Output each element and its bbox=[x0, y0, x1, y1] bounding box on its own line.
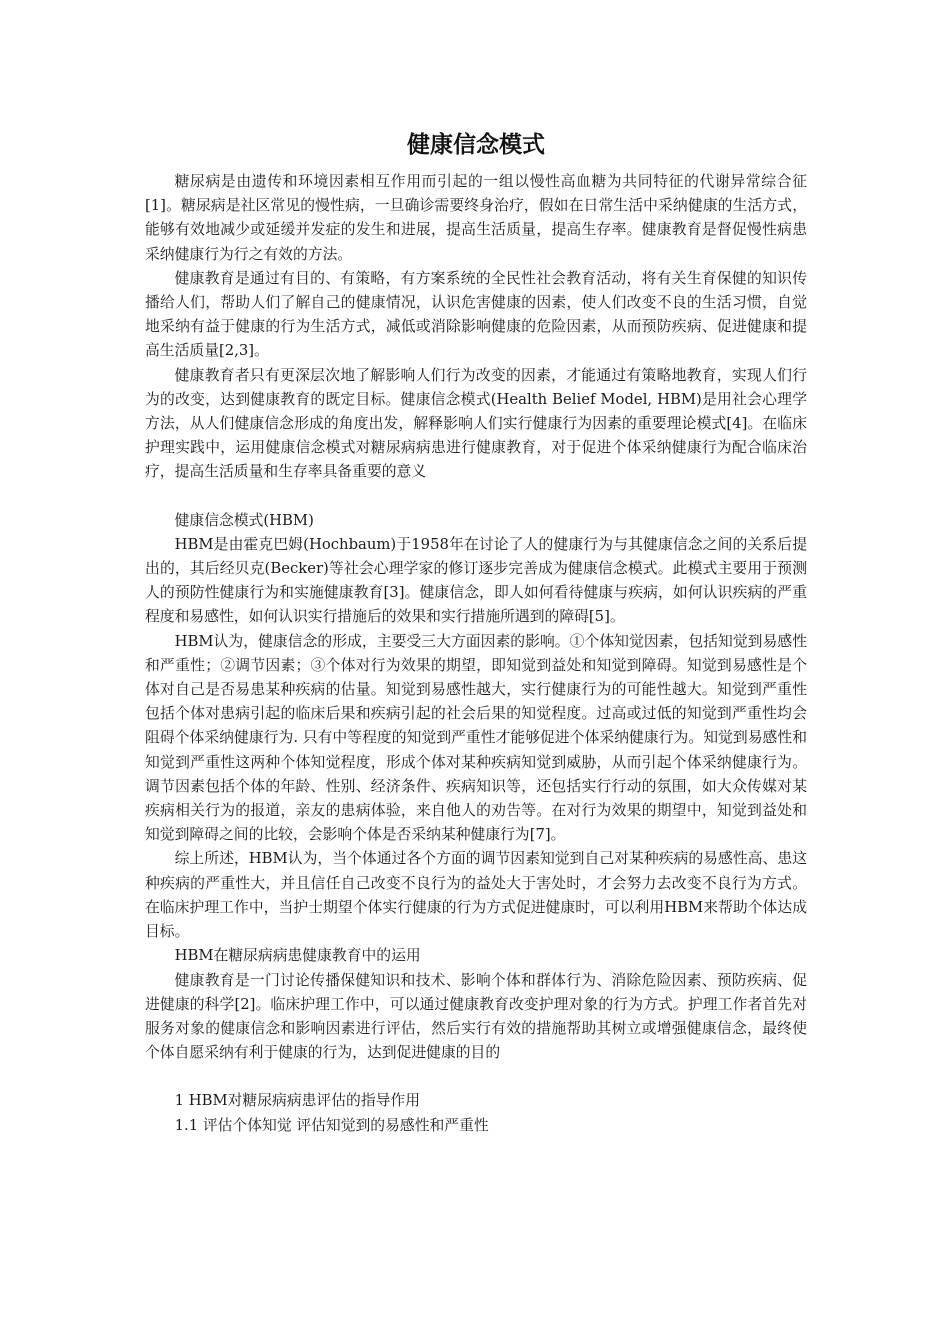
paragraph-application: 健康教育是一门讨论传播保健知识和技术、影响个体和群体行为、消除危险因素、预防疾病、促进健康的科学[2]。临床护理工作中，可以通过健康教育改变护理对象的行为方式。护理工作者首先对服务对象的健康信念和影响因素进行评估，然后实行有效的措施帮助其树立或增强健康信念，最终使个体自愿采纳有利于健康的行为，达到促进健康的目的 bbox=[145, 971, 807, 1062]
paragraph-intro: 糖尿病是由遗传和环境因素相互作用而引起的一组以慢性高血糖为共同特征的代谢异常综合征[1]。糖尿病是社区常见的慢性病，一旦确诊需要终身治疗，假如在日常生活中采纳健康的生活方式，能够有效地减少或延缓并发症的发生和进展，提高生活质量，提高生存率。健康教育是督促慢性病患采纳健康行为行之有效的方法。 bbox=[145, 173, 807, 263]
paragraph-hbm-intro: 健康教育者只有更深层次地了解影响人们行为改变的因素，才能通过有策略地教育，实现人们行为的改变，达到健康教育的既定目标。健康信念模式(Health Belief Model, HBM)是用社会心理学方法，从人们健康信念形成的角度出发，解释影响人们实行健康行为因素的重要理论模式[4]。在临床护理实践中，运用健康信念模式对糖尿病病患进行健康教育，对于促进个体采纳健康行为配合临床治疗，提高生活质量和生存率具备重要的意义 bbox=[145, 366, 807, 481]
paragraph-hbm-origin: HBM是由霍克巴姆(Hochbaum)于1958年在讨论了人的健康行为与其健康信念之间的关系后提出的，其后经贝克(Becker)等社会心理学家的修订逐步完善成为健康信念模式。此模式主要用于预测人的预防性健康行为和实施健康教育[3]。健康信念，即人如何看待健康与疾病，如何认识疾病的严重程度和易感性，如何认识实行措施后的效果和实行措施所遇到的障碍[5]。 bbox=[145, 535, 807, 626]
section-heading-1: 1 HBM对糖尿病病患评估的指导作用 bbox=[174, 1092, 421, 1110]
document-title: 健康信念模式 bbox=[407, 132, 545, 158]
document-page bbox=[145, 128, 807, 1138]
section-heading-hbm: 健康信念模式(HBM) bbox=[174, 511, 314, 529]
section-heading-hbm-application: HBM在糖尿病病患健康教育中的运用 bbox=[174, 947, 421, 965]
paragraph-hbm-summary: 综上所述，HBM认为，当个体通过各个方面的调节因素知觉到自己对某种疾病的易感性高、患这种疾病的严重性大，并且信任自己改变不良行为的益处大于害处时，才会努力去改变不良行为方式。在临床护理工作中，当护士期望个体实行健康的行为方式促进健康时，可以利用HBM来帮助个体达成目标。 bbox=[145, 850, 807, 941]
section-heading-1-1: 1.1 评估个体知觉 评估知觉到的易感性和严重性 bbox=[174, 1116, 489, 1134]
paragraph-hbm-factors: HBM认为，健康信念的形成，主要受三大方面因素的影响。①个体知觉因素，包括知觉到易感性和严重性；②调节因素；③个体对行为效果的期望，即知觉到益处和知觉到障碍。知觉到易感性是个体对自己是否易患某种疾病的估量。知觉到易感性越大，实行健康行为的可能性越大。知觉到严重性包括个体对患病引起的临床后果和疾病引起的社会后果的知觉程度。过高或过低的知觉到严重性均会阻碍个体采纳健康行为. 只有中等程度的知觉到严重性才能够促进个体采纳健康行为。知觉到易感性和知觉到严重性这两种个体知觉程度，形成个体对某种疾病知觉到威胁，从而引起个体采纳健康行为。调节因素包括个体的年龄、性别、经济条件、疾病知识等，还包括实行行动的氛围，如大众传媒对某疾病相关行为的报道，亲友的患病体验，来自他人的劝告等。在对行为效果的期望中，知觉到益处和知觉到障碍之间的比较，会影响个体是否采纳某种健康行为[7]。 bbox=[145, 632, 807, 844]
paragraph-health-education: 健康教育是通过有目的、有策略，有方案系统的全民性社会教育活动，将有关生育保健的知识传播给人们，帮助人们了解自己的健康情况，认识危害健康的因素，使人们改变不良的生活习惯，自觉地采纳有益于健康的行为生活方式，减低或消除影响健康的危险因素，从而预防疾病、促进健康和提高生活质量[2,3]。 bbox=[145, 269, 807, 360]
